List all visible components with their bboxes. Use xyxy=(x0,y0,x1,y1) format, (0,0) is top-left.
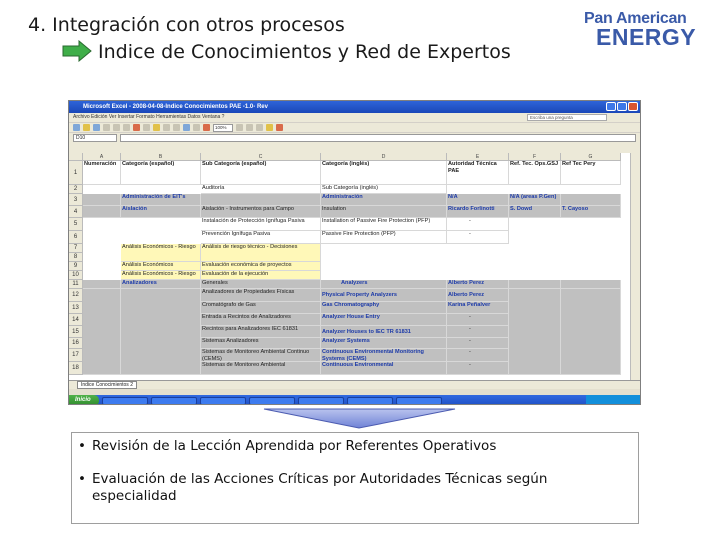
select-all-corner[interactable] xyxy=(69,153,83,161)
row-header[interactable]: 15 xyxy=(69,326,83,338)
redo-icon[interactable] xyxy=(173,124,180,131)
cell-c12[interactable]: Analizadores de Propiedades Físicas xyxy=(201,289,321,302)
row-header[interactable]: 18 xyxy=(69,362,83,375)
cell-e15[interactable]: - xyxy=(447,326,509,338)
grey-cell[interactable] xyxy=(121,289,201,375)
cell-c5[interactable]: Instalación de Protección Ignífuga Pasiva xyxy=(201,218,321,231)
grey-cell[interactable] xyxy=(83,280,121,289)
cell-c15[interactable]: Recintos para Analizadores IEC 61831 xyxy=(201,326,321,338)
cell-d5[interactable]: Installation of Passive Fire Protection (PFP) xyxy=(321,218,447,231)
company-logo xyxy=(584,10,696,50)
cell-c18[interactable]: Sistemas de Monitoreo Ambiental xyxy=(201,362,321,375)
cell-c14[interactable]: Entrada a Recintos de Analizadores xyxy=(201,314,321,326)
cell-b4[interactable]: Aislación xyxy=(121,206,201,218)
column-header[interactable]: F xyxy=(509,153,561,161)
cell-e4[interactable]: Ricardo Forlinotti xyxy=(447,206,509,218)
header-cell-e1[interactable]: Autoridad Técnica PAE xyxy=(447,161,509,185)
taskbar-window-button[interactable] xyxy=(298,397,344,405)
sum-icon[interactable] xyxy=(183,124,190,131)
cell-d16[interactable]: Analyzer Systems xyxy=(321,338,447,349)
fill-color-icon[interactable] xyxy=(266,124,273,131)
down-arrow-icon xyxy=(262,407,457,429)
cell-e17[interactable]: - xyxy=(447,349,509,362)
excel-screenshot xyxy=(68,100,641,405)
row-header[interactable]: 5 xyxy=(69,218,83,231)
row-header[interactable]: 11 xyxy=(69,280,83,289)
cell-c16[interactable]: Sistemas Analizadores xyxy=(201,338,321,349)
bullet-item xyxy=(78,471,633,507)
copy-icon[interactable] xyxy=(143,124,150,131)
cell-c4[interactable]: Aislación - Instrumentos para Campo xyxy=(201,206,321,218)
cut-icon[interactable] xyxy=(133,124,140,131)
chart-icon[interactable] xyxy=(203,124,210,131)
cell-e13[interactable]: Karina Peñalver xyxy=(447,302,509,314)
taskbar-window-button[interactable] xyxy=(200,397,246,405)
formula-bar xyxy=(69,132,640,142)
preview-icon[interactable] xyxy=(113,124,120,131)
row-header[interactable]: 4 xyxy=(69,206,83,218)
undo-icon[interactable] xyxy=(163,124,170,131)
slide-title: 4. Integración con otros procesos xyxy=(28,14,345,36)
cell-d15[interactable]: Analyzer Houses to IEC TR 61831 xyxy=(321,326,447,338)
column-header[interactable]: G xyxy=(561,153,621,161)
bullet-box xyxy=(71,432,639,524)
row-header[interactable]: 9 xyxy=(69,262,83,271)
row-header[interactable]: 16 xyxy=(69,338,83,349)
taskbar-window-button[interactable] xyxy=(396,397,442,405)
formula-input[interactable] xyxy=(120,134,636,142)
row-header[interactable]: 13 xyxy=(69,302,83,314)
bullet-text: Evaluación de las Acciones Críticas por Autoridades Técnicas según especialidad xyxy=(92,471,548,504)
excel-title-bar xyxy=(69,101,640,113)
zoom-select[interactable]: 100% xyxy=(213,124,233,132)
vertical-scrollbar[interactable] xyxy=(630,153,641,380)
row-header[interactable]: 1 xyxy=(69,161,83,185)
excel-standard-toolbar[interactable] xyxy=(69,122,640,132)
column-header[interactable]: C xyxy=(201,153,321,161)
header-cell-f1[interactable]: Ref. Tec. Ops.GSJ xyxy=(509,161,561,185)
row-header[interactable]: 7 xyxy=(69,244,83,253)
cell-c7[interactable]: Análisis de riesgo técnico - Decisiones xyxy=(201,244,321,262)
bullet-text: Revisión de la Lección Aprendida por Referentes Operativos xyxy=(92,438,497,454)
sheet-tabs-bar[interactable] xyxy=(69,380,641,389)
column-header[interactable]: A xyxy=(83,153,121,161)
spreadsheet-grid[interactable] xyxy=(69,153,641,380)
italic-icon[interactable] xyxy=(246,124,253,131)
header-cell-d1[interactable]: Categoría (inglés) xyxy=(321,161,447,185)
cell-f3[interactable]: N/A (areas P.Gen) xyxy=(509,194,561,206)
spell-check-icon[interactable] xyxy=(123,124,130,131)
grey-cell[interactable] xyxy=(83,194,121,206)
taskbar-window-button[interactable] xyxy=(249,397,295,405)
row-header[interactable]: 3 xyxy=(69,194,83,206)
cell-e6[interactable]: - xyxy=(447,231,509,244)
grey-cell[interactable] xyxy=(509,289,561,375)
cell-d3[interactable]: Administración xyxy=(321,194,447,206)
start-button[interactable]: Inicio xyxy=(69,395,99,405)
grey-cell[interactable] xyxy=(561,280,621,289)
column-header[interactable]: D xyxy=(321,153,447,161)
open-folder-icon[interactable] xyxy=(83,124,90,131)
bold-icon[interactable] xyxy=(236,124,243,131)
grey-cell[interactable] xyxy=(561,194,621,206)
cell-b11[interactable]: Analizadores xyxy=(121,280,201,289)
grey-cell[interactable] xyxy=(201,194,321,206)
header-cell-g1[interactable]: Ref Tec Pery xyxy=(561,161,621,185)
cell-b9[interactable]: Análisis Económicos xyxy=(121,262,201,271)
cell-g4[interactable]: T. Cayoso xyxy=(561,206,621,218)
taskbar-window-button[interactable] xyxy=(151,397,197,405)
cell-e16[interactable]: - xyxy=(447,338,509,349)
cell-b3[interactable]: Administración de EIT's xyxy=(121,194,201,206)
cell-e3[interactable]: N/A xyxy=(447,194,509,206)
row-header[interactable]: 10 xyxy=(69,271,83,280)
cell-e18[interactable]: - xyxy=(447,362,509,375)
cell-b7[interactable]: Análisis Económicos - Riesgo xyxy=(121,244,201,262)
cell-d11[interactable]: Analyzers xyxy=(321,280,447,289)
excel-window-title: Microsoft Excel - 2008-04-08-Indice Conocimientos PAE -1.0- Rev xyxy=(83,104,268,110)
cell-c2[interactable]: Auditoría xyxy=(201,185,321,194)
cell-d12[interactable]: Physical Property Analyzers xyxy=(321,289,447,302)
cell-d18[interactable]: Continuous Environmental xyxy=(321,362,447,375)
bullet-symbol: • xyxy=(78,438,86,454)
header-cell-a1[interactable]: Numeración xyxy=(83,161,121,185)
cell-d13[interactable]: Gas Chromatography xyxy=(321,302,447,314)
cell-f4[interactable]: S. Dowd xyxy=(509,206,561,218)
cell-c10[interactable]: Evaluación de la ejecución xyxy=(201,271,321,280)
row-header[interactable]: 12 xyxy=(69,289,83,302)
cell-e12[interactable]: Alberto Perez xyxy=(447,289,509,302)
cell-d17[interactable]: Continuous Environmental Monitoring Systems (CEMS) xyxy=(321,349,447,362)
close-icon[interactable] xyxy=(628,102,638,111)
column-header[interactable]: E xyxy=(447,153,509,161)
cell-e5[interactable]: - xyxy=(447,218,509,231)
cell-d6[interactable]: Passive Fire Protection (PFP) xyxy=(321,231,447,244)
cell-c13[interactable]: Cromatógrafo de Gas xyxy=(201,302,321,314)
logo-text-top: Pan American xyxy=(584,10,687,27)
grey-cell[interactable] xyxy=(83,289,121,375)
minimize-icon[interactable] xyxy=(606,102,616,111)
taskbar-window-button[interactable] xyxy=(347,397,393,405)
cell-b10[interactable]: Análisis Económicos - Riesgo xyxy=(121,271,201,280)
cell-c6[interactable]: Prevención Ignífuga Pasiva xyxy=(201,231,321,244)
slide-subtitle: Indice de Conocimientos y Red de Expertos xyxy=(98,41,511,63)
header-cell-b1[interactable]: Categoría (español) xyxy=(121,161,201,185)
cell-c17[interactable]: Sistemas de Monitoreo Ambiental Continuo (CEMS) xyxy=(201,349,321,362)
cell-c11[interactable]: Generales xyxy=(201,280,321,289)
name-box[interactable]: D10 xyxy=(73,134,117,142)
cell-c9[interactable]: Evaluación económica de proyectos xyxy=(201,262,321,271)
cell-e14[interactable]: - xyxy=(447,314,509,326)
grey-cell[interactable] xyxy=(83,206,121,218)
row-header[interactable]: 6 xyxy=(69,231,83,244)
cell-e11[interactable]: Alberto Perez xyxy=(447,280,509,289)
logo-text-bottom: ENERGY xyxy=(596,24,697,50)
windows-taskbar xyxy=(69,395,641,405)
excel-menu-bar[interactable] xyxy=(69,113,640,122)
bullet-item xyxy=(78,438,633,458)
subtitle-row xyxy=(62,40,582,64)
row-header[interactable]: 8 xyxy=(69,253,83,262)
font-color-icon[interactable] xyxy=(276,124,283,131)
row-header[interactable]: 17 xyxy=(69,349,83,362)
row-header[interactable]: 14 xyxy=(69,314,83,326)
column-header[interactable]: B xyxy=(121,153,201,161)
cell-d14[interactable]: Analyzer House Entry xyxy=(321,314,447,326)
system-tray xyxy=(586,395,641,405)
cell-d4[interactable]: Insulation xyxy=(321,206,447,218)
paste-icon[interactable] xyxy=(153,124,160,131)
print-icon[interactable] xyxy=(103,124,110,131)
grey-cell[interactable] xyxy=(509,280,561,289)
row-header[interactable]: 2 xyxy=(69,185,83,194)
help-search-box[interactable]: Escriba una pregunta xyxy=(527,114,607,121)
sort-icon[interactable] xyxy=(193,124,200,131)
save-icon[interactable] xyxy=(93,124,100,131)
underline-icon[interactable] xyxy=(256,124,263,131)
taskbar-window-button[interactable] xyxy=(102,397,148,405)
maximize-icon[interactable] xyxy=(617,102,627,111)
grey-cell[interactable] xyxy=(561,289,621,375)
bullet-symbol: • xyxy=(78,471,86,487)
new-file-icon[interactable] xyxy=(73,124,80,131)
cell-d2[interactable]: Sub Categoría (inglés) xyxy=(321,185,447,194)
excel-menu-items[interactable]: Archivo Edición Ver Insertar Formato Herramientas Datos Ventana ? xyxy=(73,114,225,120)
header-cell-c1[interactable]: Sub Categoría (español) xyxy=(201,161,321,185)
sheet-tab[interactable]: Indice Conocimientos 2 xyxy=(77,381,137,389)
right-arrow-icon xyxy=(62,40,92,62)
